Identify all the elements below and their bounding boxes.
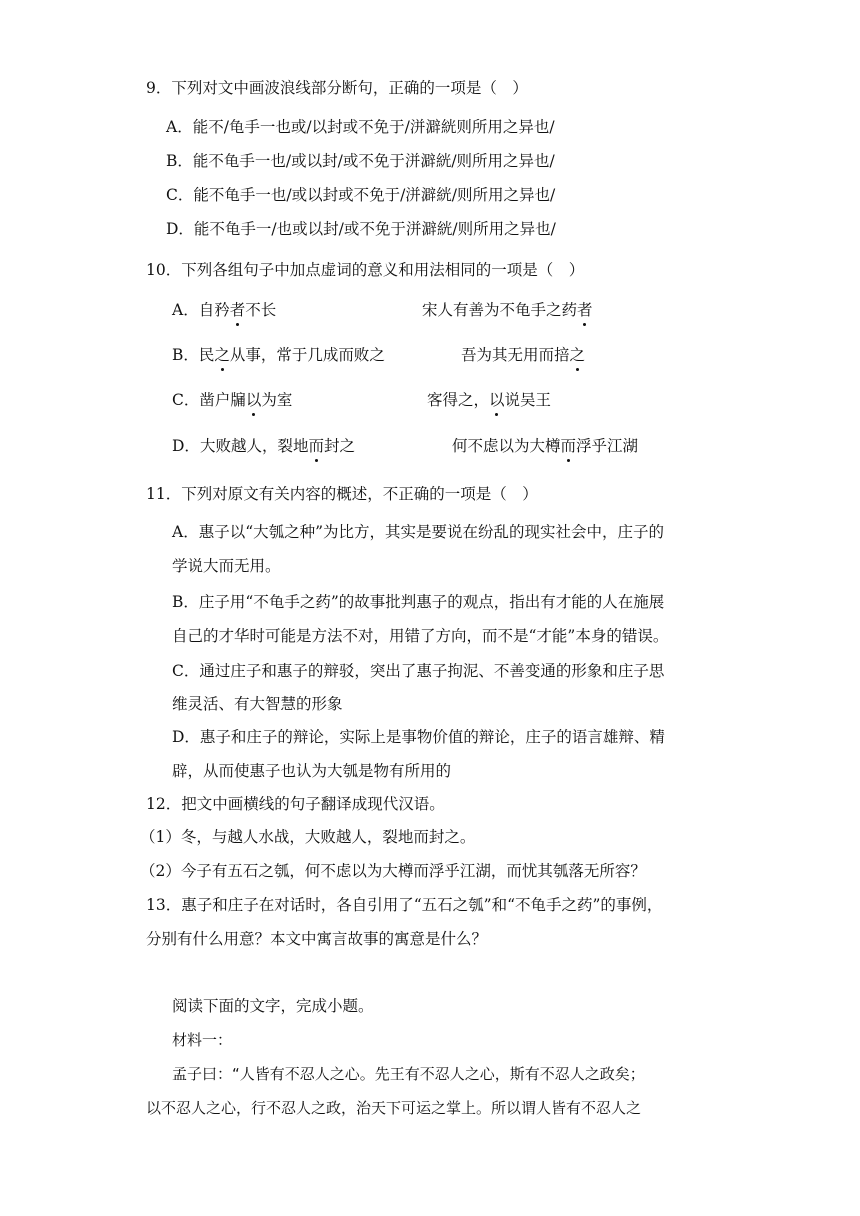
text-segment: 浮乎江湖 bbox=[576, 437, 639, 455]
text-segment: 民 bbox=[198, 346, 215, 364]
q10-option-b-left bbox=[172, 345, 385, 365]
reading-intro: 阅读下面的文字，完成小题。 bbox=[172, 997, 374, 1015]
text-segment: 客得之， bbox=[427, 391, 490, 409]
text-segment: 何不虑以为大樽 bbox=[452, 437, 561, 455]
text-segment: 吾为其无用而掊 bbox=[461, 346, 570, 364]
q11-option-b-line2: 自己的才华时可能是方法不对，用错了方向，而不是“才能”本身的错误。 bbox=[172, 627, 669, 645]
text-segment: 自矜 bbox=[198, 301, 230, 319]
q10-option-a-left bbox=[172, 300, 276, 320]
dotted-character: 之 bbox=[569, 346, 586, 364]
q10-option-b-right bbox=[461, 345, 585, 365]
q9-option-c: C．能不龟手一也/或以封或不免于/洴澼絖/则所用之异也/ bbox=[166, 186, 556, 204]
material-label: 材料一： bbox=[172, 1031, 233, 1049]
dotted-character: 以 bbox=[245, 391, 262, 409]
text-segment: 凿户牖 bbox=[199, 391, 246, 409]
q12-stem: 12．把文中画横线的句子翻译成现代汉语。 bbox=[146, 795, 445, 813]
q9-option-d: D．能不龟手一/也或以封/或不免于洴澼絖/则所用之异也/ bbox=[166, 220, 556, 238]
q12-item-1: （1）冬，与越人水战，大败越人，裂地而封之。 bbox=[140, 828, 476, 846]
dotted-character: 而 bbox=[308, 437, 324, 455]
q10-option-a-right bbox=[422, 300, 593, 320]
q10-option-d-left bbox=[172, 436, 355, 456]
option-label: D． bbox=[172, 437, 200, 455]
q11-option-c-line1: C．通过庄子和惠子的辩驳，突出了惠子拘泥、不善变通的形象和庄子思 bbox=[172, 662, 665, 680]
text-segment: 为室 bbox=[261, 391, 293, 409]
q11-stem: 11．下列对原文有关内容的概述，不正确的一项是（ ） bbox=[146, 485, 538, 503]
dotted-character: 之 bbox=[214, 346, 230, 364]
q10-option-d-right bbox=[452, 436, 638, 456]
q11-option-b-line1: B．庄子用“不龟手之药”的故事批判惠子的观点，指出有才能的人在施展 bbox=[172, 593, 665, 611]
q10-option-c-left bbox=[172, 390, 292, 410]
option-label: C． bbox=[172, 391, 200, 409]
text-segment: 宋人有善为不龟手之药 bbox=[422, 301, 578, 319]
q10-option-b bbox=[172, 345, 732, 365]
q13-line-2: 分别有什么用意？本文中寓言故事的寓意是什么？ bbox=[146, 930, 488, 948]
q9-stem: 9．下列对文中画波浪线部分断句，正确的一项是（ ） bbox=[146, 79, 528, 97]
option-label: A． bbox=[172, 301, 199, 319]
q9-option-a: A．能不/龟手一也或/以封或不免于/洴澼絖则所用之异也/ bbox=[166, 118, 555, 136]
dotted-character: 者 bbox=[229, 301, 246, 319]
q10-option-d bbox=[172, 436, 732, 456]
q11-option-a-line2: 学说大而无用。 bbox=[172, 557, 281, 575]
q11-option-d-line2: 辟，从而使惠子也认为大瓠是物有所用的 bbox=[172, 762, 452, 780]
text-segment: 说吴王 bbox=[504, 391, 552, 409]
text-segment: 不长 bbox=[245, 301, 277, 319]
text-segment: 从事，常于几成而败之 bbox=[229, 346, 385, 364]
q10-stem: 10．下列各组句子中加点虚词的意义和用法相同的一项是（ ） bbox=[146, 261, 585, 279]
q10-option-a bbox=[172, 300, 732, 320]
text-segment: 封之 bbox=[323, 437, 355, 455]
q11-option-c-line2: 维灵活、有大智慧的形象 bbox=[172, 695, 343, 713]
q11-option-d-line1: D．惠子和庄子的辩论，实际上是事物价值的辩论，庄子的语言雄辩、精 bbox=[172, 728, 665, 746]
q11-option-a-line1: A．惠子以“大瓠之种”为比方，其实是要说在纷乱的现实社会中，庄子的 bbox=[172, 523, 665, 541]
dotted-character: 而 bbox=[560, 437, 577, 455]
q10-option-c-right bbox=[427, 390, 551, 410]
q12-item-2: （2）今子有五石之瓠，何不虑以为大樽而浮乎江湖，而忧其瓠落无所容？ bbox=[140, 862, 646, 880]
q13-line-1: 13．惠子和庄子在对话时，各自引用了“五石之瓠”和“不龟手之药”的事例， bbox=[146, 896, 663, 914]
dotted-character: 以 bbox=[489, 391, 505, 409]
dotted-character: 者 bbox=[577, 301, 593, 319]
q10-option-c bbox=[172, 390, 732, 410]
option-label: B． bbox=[172, 346, 199, 364]
text-segment: 大败越人，裂地 bbox=[199, 437, 309, 455]
material-line-2: 以不忍人之心，行不忍人之政，治天下可运之掌上。所以谓人皆有不忍人之 bbox=[146, 1099, 642, 1117]
q9-option-b: B．能不龟手一也/或以封/或不免于洴澼絖/则所用之异也/ bbox=[166, 152, 555, 170]
material-line-1: 孟子曰：“人皆有不忍人之心。先王有不忍人之心，斯有不忍人之政矣； bbox=[172, 1065, 645, 1083]
